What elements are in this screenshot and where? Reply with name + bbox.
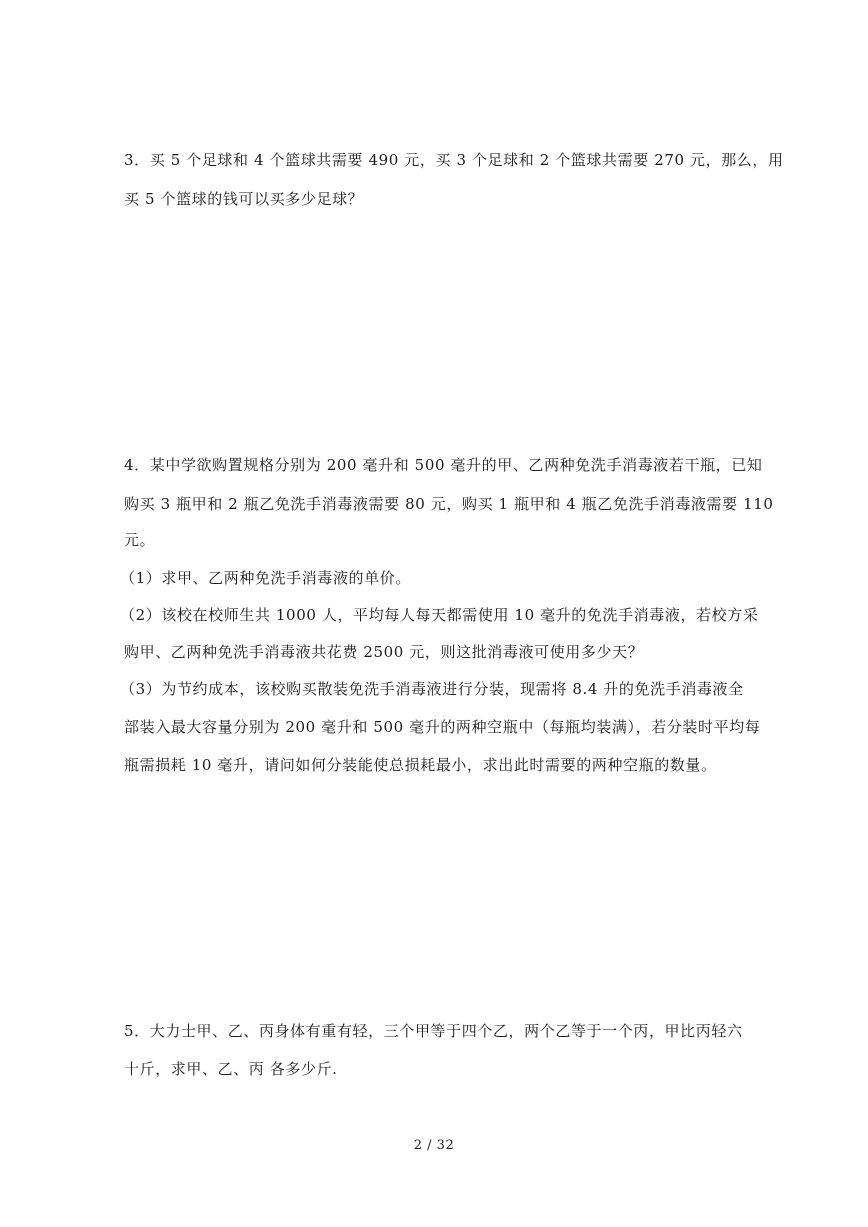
page-number: 2 / 32	[413, 1138, 455, 1153]
problem-4-part-2-line-2: 购甲、乙两种免洗手消毒液共花费 2500 元，则这批消毒液可使用多少天？	[124, 643, 644, 661]
problem-5-line-1: 5．大力士甲、乙、丙身体有重有轻，三个甲等于四个乙，两个乙等于一个丙，甲比丙轻六	[124, 1022, 743, 1040]
problem-4-part-1: （1）求甲、乙两种免洗手消毒液的单价。	[120, 569, 411, 587]
problem-3-line-2: 买 5 个篮球的钱可以买多少足球？	[124, 190, 364, 208]
problem-5-line-2: 十斤，求甲、乙、丙 各多少斤.	[124, 1060, 338, 1078]
problem-4-part-3-line-1: （3）为节约成本，该校购买散装免洗手消毒液进行分装，现需将 8.4 升的免洗手消毒液全	[120, 680, 744, 698]
problem-4-part-3-line-3: 瓶需损耗 10 毫升，请问如何分装能使总损耗最小，求出此时需要的两种空瓶的数量。	[124, 756, 717, 774]
problem-3-line-1: 3．买 5 个足球和 4 个篮球共需要 490 元，买 3 个足球和 2 个篮球共需要 270 元，那么，用	[124, 151, 784, 169]
problem-4-part-3-line-2: 部装入最大容量分别为 200 毫升和 500 毫升的两种空瓶中（每瓶均装满），若分装时平均每	[124, 718, 761, 736]
problem-4-part-2-line-1: （2）该校在校师生共 1000 人，平均每人每天都需使用 10 毫升的免洗手消毒液，若校方采	[120, 606, 759, 624]
problem-4-line-1: 4．某中学欲购置规格分别为 200 毫升和 500 毫升的甲、乙两种免洗手消毒液若干瓶，已知	[124, 456, 763, 474]
problem-4-line-2: 购买 3 瓶甲和 2 瓶乙免洗手消毒液需要 80 元，购买 1 瓶甲和 4 瓶乙免洗手消毒液需要 110	[124, 495, 774, 513]
problem-4-line-3: 元。	[124, 531, 156, 549]
